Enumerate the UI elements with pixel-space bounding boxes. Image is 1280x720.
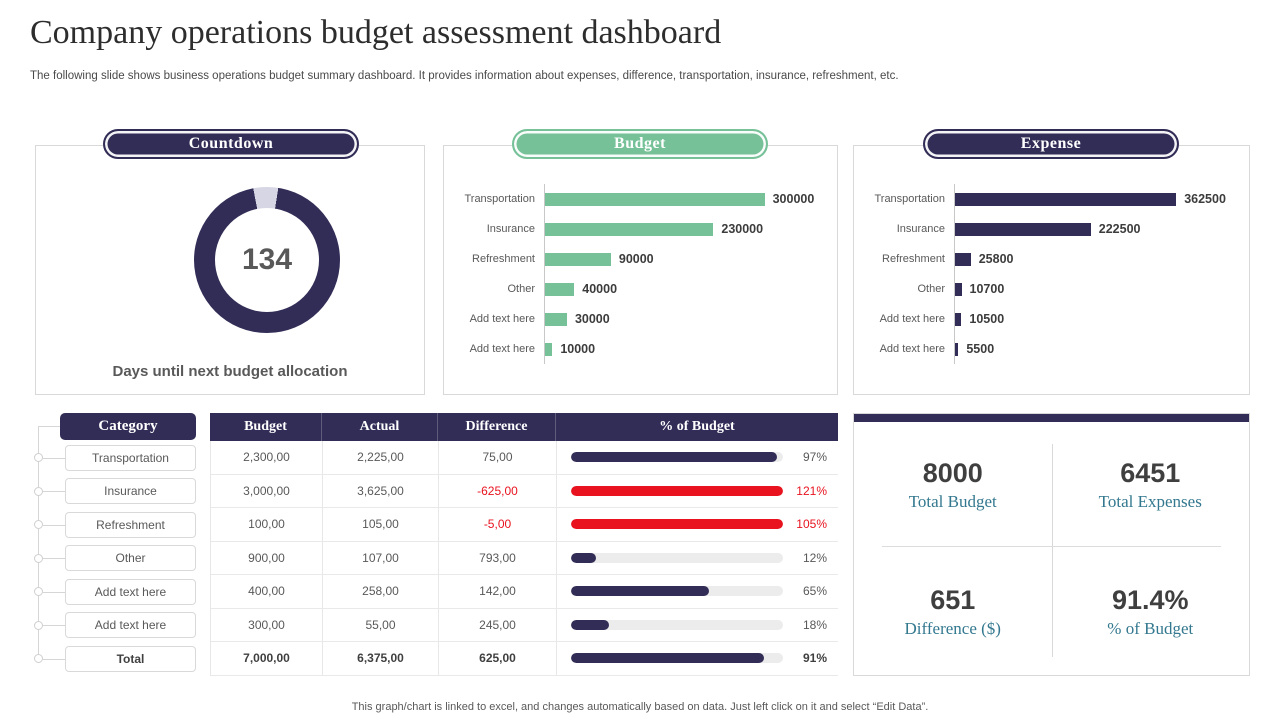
percent-bar-track xyxy=(571,620,783,630)
cell-percent-of-budget xyxy=(557,542,839,575)
category-box: Total xyxy=(65,646,196,672)
table-row xyxy=(211,575,838,609)
budget-bar xyxy=(545,253,611,266)
table-row xyxy=(211,609,838,643)
table-row xyxy=(211,441,838,475)
bar-area xyxy=(544,274,823,304)
cell-percent-of-budget xyxy=(557,575,839,608)
summary-label: % of Budget xyxy=(1107,618,1194,638)
table-header-cell: % of Budget xyxy=(659,419,735,434)
bar-area xyxy=(544,334,823,364)
connector-line xyxy=(43,625,65,626)
category-box: Other xyxy=(65,545,196,571)
cell-budget: 2,300,00 xyxy=(211,441,323,474)
percent-bar-track xyxy=(571,553,783,563)
budget-bar-row xyxy=(454,214,823,244)
cell-budget: 400,00 xyxy=(211,575,323,608)
summary-label: Total Expenses xyxy=(1098,492,1202,512)
category-label: Add text here xyxy=(469,343,535,355)
summary-value: 8000 xyxy=(922,458,983,489)
percent-value: 97% xyxy=(802,450,827,465)
bar-value-label: 30000 xyxy=(574,312,610,326)
percent-value: 12% xyxy=(802,550,827,565)
cell-percent-of-budget xyxy=(557,475,839,508)
bar-area xyxy=(544,244,823,274)
expense-bar xyxy=(955,343,958,356)
budget-bar-row xyxy=(454,334,823,364)
table-header-cell: Actual xyxy=(322,413,438,441)
bar-value-label: 300000 xyxy=(772,192,815,206)
category-label: Transportation xyxy=(464,193,535,205)
cell-actual: 6,375,00 xyxy=(323,642,439,675)
bar-area xyxy=(954,304,1235,334)
summary-card xyxy=(854,422,1052,549)
category-box: Add text here xyxy=(65,612,196,638)
bar-area xyxy=(544,304,823,334)
summary-label: Difference ($) xyxy=(904,618,1001,638)
table-header-cell: Budget xyxy=(210,413,322,441)
budget-bar xyxy=(545,283,574,296)
expense-bar-row xyxy=(864,184,1235,214)
budget-bar-row xyxy=(454,184,823,214)
summary-value: 6451 xyxy=(1120,458,1181,489)
connector-line xyxy=(43,491,65,492)
summary-value: 651 xyxy=(930,584,976,615)
summary-card xyxy=(1052,422,1250,549)
connector-dot xyxy=(34,587,43,596)
cell-difference: 75,00 xyxy=(439,441,557,474)
expense-panel xyxy=(853,145,1250,395)
expense-bar xyxy=(955,283,962,296)
bar-area xyxy=(544,184,823,214)
cell-difference: 793,00 xyxy=(439,542,557,575)
budget-bar xyxy=(545,193,765,206)
percent-bar-fill xyxy=(571,553,596,563)
cell-percent-of-budget xyxy=(557,508,839,541)
connector-line xyxy=(43,558,65,559)
cell-actual: 105,00 xyxy=(323,508,439,541)
percent-value: 18% xyxy=(802,617,827,632)
bar-value-label: 90000 xyxy=(618,252,654,266)
connector-dot xyxy=(34,554,43,563)
category-label: Other xyxy=(507,283,535,295)
table-header-row xyxy=(210,413,838,441)
bar-value-label: 10500 xyxy=(969,312,1005,326)
expense-bar-row xyxy=(864,274,1235,304)
expense-bar-row xyxy=(864,244,1235,274)
category-box: Insurance xyxy=(65,478,196,504)
percent-bar-fill xyxy=(571,452,777,462)
percent-bar-track xyxy=(571,653,783,663)
footer-note: This graph/chart is linked to excel, and changes automatically based on data. Just left click on it and select “Edit Data”. xyxy=(351,701,929,713)
bar-value-label: 10700 xyxy=(969,282,1005,296)
page-subtitle: The following slide shows business operations budget summary dashboard. It provides information about expenses, difference, transportation, insurance, refreshment, etc. xyxy=(30,70,899,82)
category-label: Transportation xyxy=(874,193,945,205)
connector-line xyxy=(38,426,60,427)
cell-budget: 3,000,00 xyxy=(211,475,323,508)
bar-value-label: 5500 xyxy=(966,342,995,356)
category-label: Refreshment xyxy=(472,253,535,265)
cell-difference: 245,00 xyxy=(439,609,557,642)
connector-dot xyxy=(34,654,43,663)
countdown-panel xyxy=(35,145,425,395)
percent-value: 105% xyxy=(796,517,827,532)
connector-line xyxy=(43,659,65,660)
table-row xyxy=(211,642,838,676)
expense-chart[interactable] xyxy=(864,184,1235,364)
summary-card xyxy=(1052,549,1250,676)
bar-value-label: 25800 xyxy=(978,252,1014,266)
bar-area xyxy=(544,214,823,244)
connector-line xyxy=(43,458,65,459)
donut-hole xyxy=(215,208,319,312)
cell-percent-of-budget xyxy=(557,609,839,642)
category-column-header: Category xyxy=(60,413,196,440)
bar-area xyxy=(954,184,1235,214)
expense-bar xyxy=(955,313,961,326)
category-label: Add text here xyxy=(879,343,945,355)
expense-bar-row xyxy=(864,214,1235,244)
category-box: Transportation xyxy=(65,445,196,471)
budget-bar xyxy=(545,343,552,356)
summary-grid xyxy=(854,422,1249,675)
table-body xyxy=(210,441,838,676)
summary-label: Total Budget xyxy=(908,492,997,512)
percent-value: 65% xyxy=(802,584,827,599)
percent-bar-track xyxy=(571,586,783,596)
percent-bar-track xyxy=(571,452,783,462)
connector-dot xyxy=(34,520,43,529)
percent-value: 121% xyxy=(796,483,827,498)
expense-bar xyxy=(955,223,1091,236)
bar-area xyxy=(954,244,1235,274)
expense-bar xyxy=(955,253,971,266)
bar-value-label: 40000 xyxy=(582,282,618,296)
countdown-donut[interactable] xyxy=(194,187,340,333)
budget-bar-row xyxy=(454,304,823,334)
cell-budget: 900,00 xyxy=(211,542,323,575)
cell-actual: 55,00 xyxy=(323,609,439,642)
connector-dot xyxy=(34,621,43,630)
percent-bar-fill xyxy=(571,620,609,630)
connector-line xyxy=(43,592,65,593)
cell-actual: 258,00 xyxy=(323,575,439,608)
cell-percent-of-budget xyxy=(557,441,839,474)
budget-header-pill: Budget xyxy=(512,129,768,159)
cell-difference: 142,00 xyxy=(439,575,557,608)
table-header-cell: Difference xyxy=(438,413,556,441)
bar-area xyxy=(954,274,1235,304)
category-label: Other xyxy=(917,283,945,295)
cell-budget: 100,00 xyxy=(211,508,323,541)
cell-budget: 300,00 xyxy=(211,609,323,642)
expense-bar-row xyxy=(864,304,1235,334)
summary-panel xyxy=(853,413,1250,676)
percent-bar-fill xyxy=(571,653,764,663)
cell-percent-of-budget xyxy=(557,642,839,675)
category-label: Insurance xyxy=(486,223,535,235)
category-box: Refreshment xyxy=(65,512,196,538)
category-label: Refreshment xyxy=(882,253,945,265)
summary-card xyxy=(854,549,1052,676)
budget-panel xyxy=(443,145,838,395)
page-title: Company operations budget assessment dashboard xyxy=(30,14,722,51)
countdown-caption: Days until next budget allocation xyxy=(112,363,348,380)
percent-bar-track xyxy=(571,486,783,496)
cell-difference: -5,00 xyxy=(439,508,557,541)
table-row xyxy=(211,475,838,509)
table-row xyxy=(211,542,838,576)
bar-area xyxy=(954,334,1235,364)
expense-header-pill: Expense xyxy=(923,129,1179,159)
cell-actual: 3,625,00 xyxy=(323,475,439,508)
expense-bar xyxy=(955,193,1176,206)
budget-bar-row xyxy=(454,274,823,304)
connector-dot xyxy=(34,453,43,462)
summary-value: 91.4% xyxy=(1111,584,1189,615)
cell-actual: 2,225,00 xyxy=(323,441,439,474)
summary-top-strip xyxy=(854,414,1249,422)
cell-budget: 7,000,00 xyxy=(211,642,323,675)
percent-bar-fill xyxy=(571,586,709,596)
connector-dot xyxy=(34,487,43,496)
cell-difference: -625,00 xyxy=(439,475,557,508)
category-box: Add text here xyxy=(65,579,196,605)
category-label: Insurance xyxy=(896,223,945,235)
category-label: Add text here xyxy=(879,313,945,325)
bar-area xyxy=(954,214,1235,244)
countdown-value: 134 xyxy=(241,243,293,276)
connector-line xyxy=(43,525,65,526)
bar-value-label: 362500 xyxy=(1184,192,1226,206)
bar-value-label: 222500 xyxy=(1098,222,1141,236)
countdown-header-pill: Countdown xyxy=(103,129,359,159)
budget-table[interactable] xyxy=(30,413,838,676)
bar-value-label: 10000 xyxy=(560,342,596,356)
percent-bar-fill xyxy=(571,486,783,496)
cell-difference: 625,00 xyxy=(439,642,557,675)
budget-chart[interactable] xyxy=(454,184,823,364)
expense-bar-row xyxy=(864,334,1235,364)
cell-actual: 107,00 xyxy=(323,542,439,575)
percent-bar-track xyxy=(571,519,783,529)
bar-value-label: 230000 xyxy=(721,222,764,236)
percent-value: 91% xyxy=(802,651,827,666)
category-label: Add text here xyxy=(469,313,535,325)
budget-bar-row xyxy=(454,244,823,274)
percent-bar-fill xyxy=(571,519,783,529)
budget-bar xyxy=(545,313,567,326)
budget-bar xyxy=(545,223,713,236)
table-row xyxy=(211,508,838,542)
